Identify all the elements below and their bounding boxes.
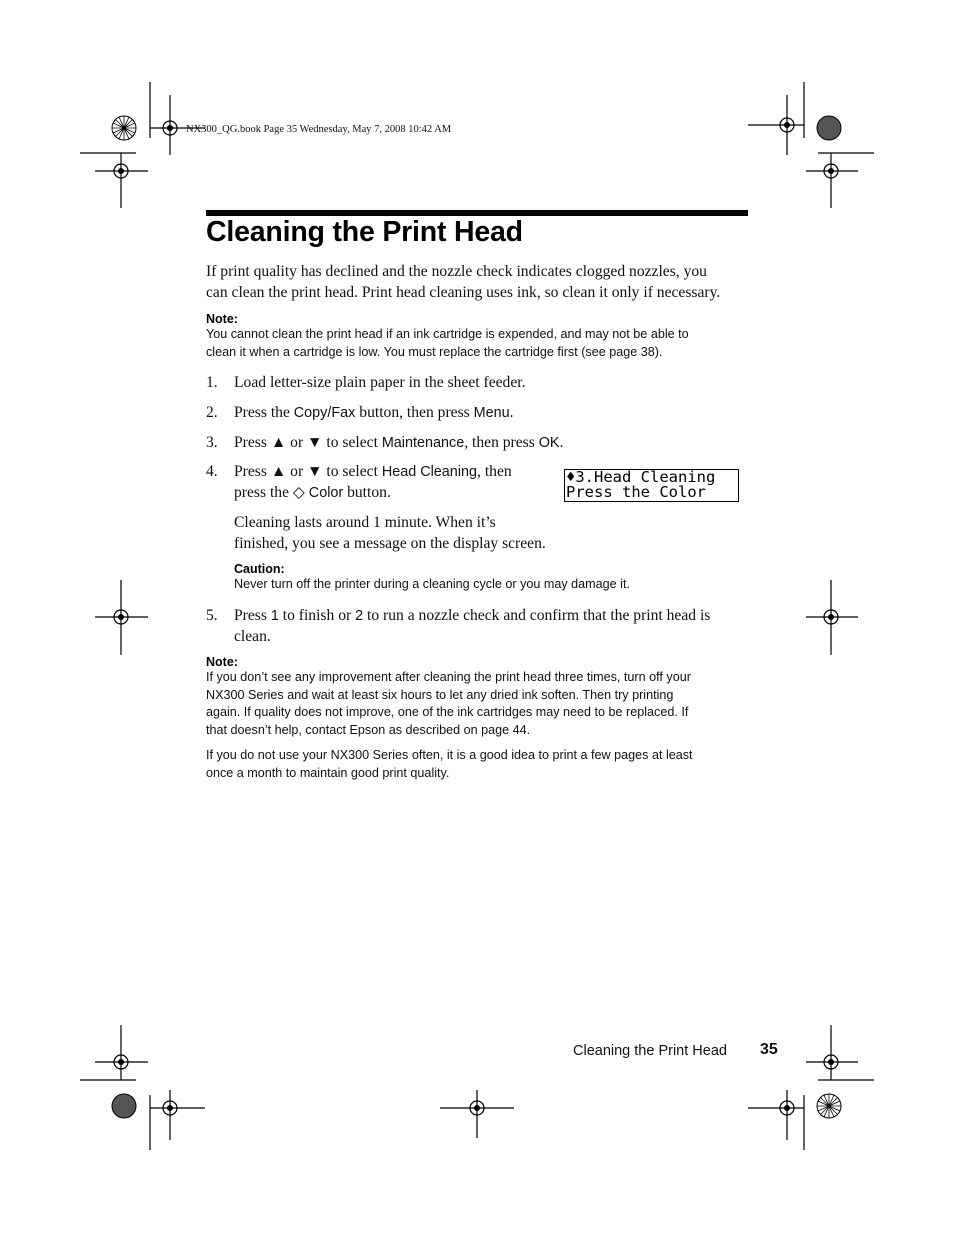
step-5 <box>206 606 751 648</box>
note-line: clean it when a cartridge is low. You must replace the cartridge first (see page 38). <box>206 344 663 359</box>
intro-line: If print quality has declined and the nozzle check indicates clogged nozzles, you <box>206 263 707 280</box>
step-text-part: button. <box>343 483 391 501</box>
step-paragraph-line: finished, you see a message on the display screen. <box>234 534 546 552</box>
head-cleaning-menu-label: Head Cleaning <box>381 464 478 480</box>
lcd-display <box>564 469 739 502</box>
step-number: 2. <box>206 404 218 421</box>
step-text-part: Press <box>234 607 271 624</box>
note-label: Note: <box>206 655 238 669</box>
step-number: 4. <box>206 463 218 480</box>
note-line: NX300 Series and wait at least six hours to let any dried ink soften. Then try printing <box>206 687 674 702</box>
note-line: If you do not use your NX300 Series often, it is a good idea to print a few pages at least <box>206 748 693 762</box>
note-line: again. If quality does not improve, one of the ink cartridges may need to be replaced. If <box>206 705 689 719</box>
step-text-part: . <box>559 434 564 451</box>
lcd-line: Press the Color <box>566 483 706 501</box>
step-paragraph-line: Cleaning lasts around 1 minute. When it’s <box>234 514 496 531</box>
step-text <box>234 433 563 454</box>
step-text <box>234 462 574 554</box>
note-label: Note: <box>206 312 238 326</box>
step-text-part: , then press <box>464 434 539 451</box>
step-text-part: . <box>509 404 514 421</box>
caution-block <box>234 562 754 594</box>
step-4 <box>206 462 566 557</box>
caution-text: Never turn off the printer during a cleaning cycle or you may damage it. <box>234 577 630 591</box>
footer-section-name: Cleaning the Print Head <box>573 1043 727 1059</box>
caution-label: Caution: <box>234 562 285 576</box>
step-text <box>234 606 754 647</box>
step-text-part: clean. <box>234 627 271 645</box>
copy-fax-button-label: Copy/Fax <box>293 405 356 421</box>
color-button-label: Color <box>308 484 344 501</box>
step-text-part: Press ▲ or ▼ to select <box>234 434 382 451</box>
maintenance-menu-label: Maintenance <box>381 435 465 451</box>
note-line: once a month to maintain good print quality. <box>206 765 450 780</box>
step-text <box>234 403 514 424</box>
key-2-label: 2 <box>355 608 364 624</box>
step-number: 1. <box>206 374 218 391</box>
step-text-part: to run a nozzle check and confirm that the print head is <box>363 607 711 624</box>
key-1-label: 1 <box>270 608 279 624</box>
step-text-part: Press the <box>234 404 294 421</box>
step-text-part: to finish or <box>278 607 356 624</box>
book-info-header: NX300_QG.book Page 35 Wednesday, May 7, 2008 10:42 AM <box>186 124 452 135</box>
step-text-part: button, then press <box>355 404 474 421</box>
page-title: Cleaning the Print Head <box>206 216 523 248</box>
step-text: Load letter-size plain paper in the sheet feeder. <box>234 374 526 391</box>
menu-button-label: Menu <box>473 405 510 421</box>
ok-button-label: OK <box>538 435 560 451</box>
note-line: If you don’t see any improvement after cleaning the print head three times, turn off your <box>206 670 691 684</box>
step-text-part: Press ▲ or ▼ to select <box>234 463 382 480</box>
note-block <box>206 312 751 361</box>
intro-paragraph <box>206 262 751 303</box>
step-text-part: press the ◇ <box>234 483 309 501</box>
intro-line: can clean the print head. Print head cleaning uses ink, so clean it only if necessary. <box>206 283 721 301</box>
page-number: 35 <box>760 1041 778 1058</box>
note-line: You cannot clean the print head if an ink cartridge is expended, and may not be able to <box>206 327 689 341</box>
note-line: that doesn’t help, contact Epson as described on page 44. <box>206 722 531 737</box>
lcd-line: ♦3.Head Cleaning <box>566 468 716 486</box>
step-text-part: , then <box>477 463 512 480</box>
step-number: 5. <box>206 607 218 624</box>
step-number: 3. <box>206 434 218 451</box>
note-block-2 <box>206 655 754 782</box>
